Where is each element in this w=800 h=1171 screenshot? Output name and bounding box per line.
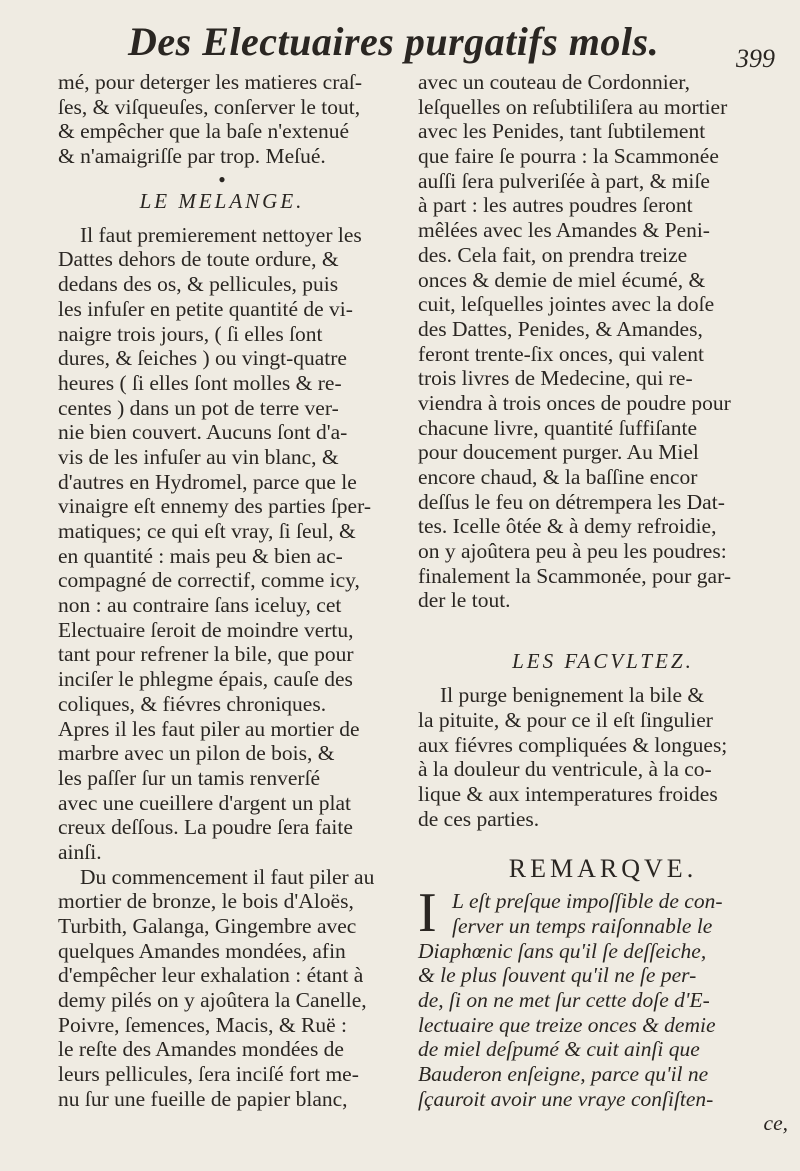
paragraph-melange [58, 223, 386, 865]
text-line: les paſſer ſur un tamis renverſé [58, 765, 321, 790]
text-line: lectuaire que treize onces & demie [418, 1012, 716, 1037]
text-line: tant pour refrener la bile, que pour [58, 642, 354, 667]
text-line: ſerver un temps raiſonnable le [452, 913, 713, 938]
text-line: avec les Penides, tant ſubtilement [418, 119, 706, 144]
text-line: heures ( ſi elles ſont molles & re- [58, 370, 342, 395]
text-line: trois livres de Medecine, qui re- [418, 366, 693, 391]
page-header [0, 8, 800, 73]
text-line: Du commencement il faut piler au [80, 864, 375, 889]
text-line: Il purge benignement la bile & [440, 683, 705, 708]
text-line: & empêcher que la baſe n'extenué [58, 119, 349, 144]
text-line: non : au contraire ſans iceluy, cet [58, 593, 342, 618]
text-line: finalement la Scammonée, pour gar- [418, 563, 731, 588]
paragraph-preparation [418, 70, 788, 613]
text-line: ainſi. [58, 839, 102, 864]
text-line: la pituite, & pour ce il eſt ſingulier [418, 707, 713, 732]
text-line: d'autres en Hydromel, parce que le [58, 469, 357, 494]
text-line: Electuaire ſeroit de moindre vertu, [58, 617, 354, 642]
text-line: creux deſſous. La poudre ſera faite [58, 815, 353, 840]
text-line: der le tout. [418, 588, 511, 613]
drop-cap: I [418, 882, 437, 945]
text-line: des Dattes, Penides, & Amandes, [418, 316, 703, 341]
section-heading-facultez: LES FACVLTEZ. [512, 649, 694, 674]
catchword: ce, [763, 1111, 788, 1136]
text-line: deſſus le feu on détrempera les Dat- [418, 489, 725, 514]
left-column [58, 70, 386, 1112]
text-line: leurs pellicules, ſera inciſé fort me- [58, 1062, 359, 1087]
text-line: vinaigre eſt ennemy des parties ſper- [58, 494, 371, 519]
text-line: mêlées avec les Amandes & Peni- [418, 218, 710, 243]
section-heading-remarque: REMARQVE. [508, 854, 698, 884]
text-line: que faire ſe pourra : la Scammonée [418, 144, 719, 169]
text-line: de, ſi on ne met ſur cette doſe d'E- [418, 988, 710, 1012]
text-line: des. Cela fait, on prendra treize [418, 242, 688, 267]
text-line: on y ajoûtera peu à peu les poudres: [418, 539, 727, 564]
text-line: Diaphœnic ſans qu'il ſe deſſeiche, [418, 938, 707, 963]
text-line: leſquelles on reſubtiliſera au mortier [418, 94, 728, 119]
text-line: d'empêcher leur exhalation : étant à [58, 963, 364, 988]
text-line: nu ſur une fueille de papier blanc, [58, 1086, 348, 1111]
text-line: encore chaud, & la baſſine encor [418, 465, 698, 489]
text-line: de miel deſpumé & cuit ainſi que [418, 1037, 700, 1062]
text-line: à la douleur du ventricule, à la co- [418, 757, 712, 782]
paragraph-poudre [58, 865, 386, 1112]
text-line: à part : les autres poudres ſeront [418, 193, 693, 218]
paragraph-facultez [418, 683, 788, 831]
text-line: ſçauroit avoir une vraye conſiſten- [418, 1086, 714, 1111]
running-title: Des Electuaires purgatifs mols. [128, 19, 660, 64]
text-line: L eſt preſque impoſſible de con- [452, 889, 723, 914]
text-line: & n'amaigriſſe par trop. Meſué. [58, 144, 326, 169]
paragraph-remarque [418, 889, 788, 1111]
text-line: lique & aux intemperatures froides [418, 781, 718, 806]
text-line: quelques Amandes mondées, afin [58, 938, 346, 963]
text-line: chacune livre, quantité ſuffiſante [418, 415, 697, 440]
text-line: inciſer le phlegme épais, cauſe des [58, 667, 353, 692]
text-line: les infuſer en petite quantité de vi- [58, 296, 353, 321]
text-line: onces & demie de miel écumé, & [418, 267, 706, 292]
text-line: nie bien couvert. Aucuns ſont d'a- [58, 420, 348, 445]
text-line: mé, pour deterger les matieres craſ- [58, 70, 363, 94]
text-line: mortier de bronze, le bois d'Aloës, [58, 889, 354, 914]
page-number: 399 [736, 44, 775, 73]
remarque-block [418, 882, 788, 1111]
text-line: en quantité : mais peu & bien ac- [58, 543, 343, 568]
text-line: cuit, leſquelles jointes avec la doſe [418, 292, 715, 317]
section-heading-melange: LE MELANGE. [139, 188, 305, 213]
text-line: dedans des os, & pellicules, puis [58, 272, 339, 297]
text-line: tes. Icelle ôtée & à demy refroidie, [418, 514, 717, 539]
text-line: aux fiévres compliquées & longues; [418, 732, 728, 757]
text-line: ſes, & viſqueuſes, conſerver le tout, [58, 94, 361, 119]
text-line: dures, & ſeiches ) ou vingt-quatre [58, 346, 347, 371]
text-line: matiques; ce qui eſt vray, ſi ſeul, & [58, 519, 356, 543]
right-column [418, 70, 788, 1136]
continued-text [58, 70, 386, 169]
text-line: Dattes dehors de toute ordure, & [58, 247, 339, 272]
text-line: auſſi ſera pulveriſée à part, & miſe [418, 168, 710, 193]
text-line: marbre avec un pilon de bois, & [58, 741, 335, 766]
text-line: coliques, & fiévres chroniques. [58, 691, 327, 716]
text-line: compagné de correctif, comme icy, [58, 568, 360, 593]
text-line: Poivre, ſemences, Macis, & Ruë : [58, 1012, 347, 1037]
text-line: avec un couteau de Cordonnier, [418, 70, 690, 94]
text-line: demy pilés on y ajoûtera la Canelle, [58, 988, 367, 1013]
text-line: le reſte des Amandes mondées de [58, 1037, 344, 1062]
text-line: avec une cueillere d'argent un plat [58, 790, 351, 815]
text-line: Turbith, Galanga, Gingembre avec [58, 914, 357, 938]
text-line: vis de les infuſer au vin blanc, & [58, 444, 339, 469]
text-line: & le plus ſouvent qu'il ne ſe per- [418, 963, 697, 988]
text-line: feront trente-ſix onces, qui valent [418, 341, 704, 366]
text-line: Bauderon enſeigne, parce qu'il ne [418, 1062, 709, 1087]
text-line: pour doucement purger. Au Miel [418, 440, 699, 465]
text-line: de ces parties. [418, 806, 540, 831]
text-line: centes ) dans un pot de terre ver- [58, 395, 339, 420]
ornament: ● [218, 171, 226, 186]
text-line: Il faut premierement nettoyer les [80, 222, 362, 247]
text-line: viendra à trois onces de poudre pour [418, 390, 731, 415]
text-line: naigre trois jours, ( ſi elles ſont [58, 321, 323, 346]
text-line: Apres il les faut piler au mortier de [58, 716, 360, 741]
